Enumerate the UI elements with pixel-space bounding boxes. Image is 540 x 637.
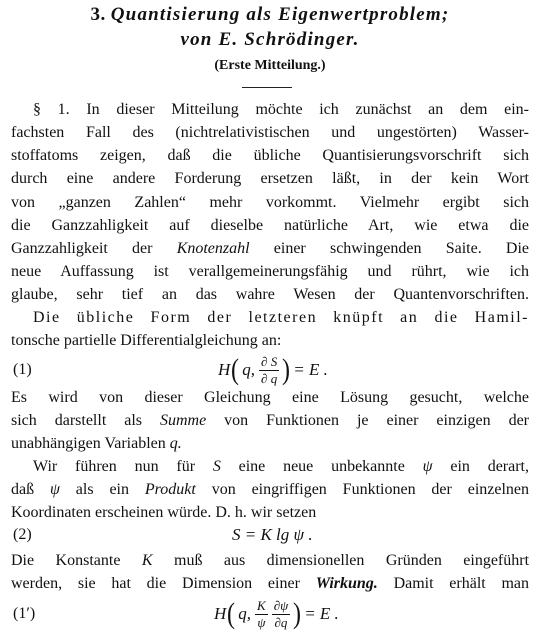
text-line bbox=[11, 410, 529, 432]
emphasis-text: Wirkung. bbox=[315, 575, 378, 592]
title-author: von E. Schrödinger. bbox=[180, 29, 360, 50]
text-line: stoffatoms zeigen, daß die übliche Quantisierungsvorschrift sich bbox=[11, 147, 529, 164]
emphasis-text: Produkt bbox=[144, 481, 196, 498]
text-span: daß bbox=[11, 481, 35, 498]
eq-paren-close: ) bbox=[293, 597, 302, 630]
text-span: Ganzzahligkeit der bbox=[11, 240, 153, 257]
math-symbol: K bbox=[141, 552, 153, 569]
text-span: sich darstellt als bbox=[11, 412, 143, 429]
text-line: durch eine andere Forderung ersetzen läßt, in der kein Wort bbox=[11, 170, 529, 187]
text-span: eine neue unbekannte bbox=[238, 458, 405, 475]
eq-symbol: H bbox=[214, 604, 227, 623]
math-symbol: ψ bbox=[422, 458, 433, 475]
text-span: Damit erhält man bbox=[393, 575, 530, 592]
eq-denominator: ∂ q bbox=[261, 370, 278, 386]
equation-body bbox=[218, 352, 330, 388]
text-line bbox=[11, 479, 529, 501]
text-span: werden, sie hat die Dimension einer bbox=[11, 575, 300, 592]
text-line bbox=[11, 433, 529, 455]
equation-1 bbox=[0, 350, 540, 390]
eq-numerator: ∂ S bbox=[261, 353, 278, 369]
eq-fraction bbox=[272, 599, 291, 630]
emphasis-text: Summe bbox=[159, 412, 207, 429]
text-line: von „ganzen Zahlen“ mehr vorkommt. Vielmehr ergibt sich bbox=[11, 194, 529, 211]
paper-author bbox=[0, 29, 540, 51]
eq-text: S = K lg ψ . bbox=[232, 525, 313, 544]
eq-fraction bbox=[255, 599, 268, 630]
eq-denominator: ∂q bbox=[274, 614, 288, 630]
title-number: 3. bbox=[90, 4, 106, 25]
text-span: von eingriffigen Funktionen der einzelnen bbox=[211, 481, 530, 498]
equation-number: (1) bbox=[13, 361, 32, 378]
eq-symbol: H bbox=[218, 360, 231, 379]
title-divider bbox=[242, 87, 292, 88]
equation-body bbox=[232, 524, 313, 546]
text-line: § 1. In dieser Mitteilung möchte ich zunächst an dem ein- bbox=[33, 101, 529, 118]
math-symbol: ψ bbox=[49, 481, 60, 498]
text-line: Koordinaten erscheinen würde. D. h. wir setzen bbox=[11, 504, 317, 521]
text-line: neue Auffassung ist verallgemeinerungsfähig und rührt, wie ich bbox=[11, 263, 529, 280]
math-symbol: S bbox=[212, 458, 221, 475]
text-line: Es wird von dieser Gleichung eine Lösung gesucht, welche bbox=[11, 389, 529, 406]
math-symbol: q. bbox=[169, 435, 182, 452]
equation-number: (1′) bbox=[13, 605, 36, 622]
text-line: glaube, sehr tief an das wahre Wesen der Quantenvorschriften. bbox=[11, 286, 529, 303]
eq-symbol: q, bbox=[242, 360, 256, 379]
text-line: tonsche partielle Differentialgleichung an: bbox=[11, 332, 282, 349]
emphasis-text: Knotenzahl bbox=[176, 240, 250, 257]
text-span: als ein bbox=[75, 481, 129, 498]
text-span: unabhängigen Variablen bbox=[11, 435, 166, 452]
eq-paren-close: ) bbox=[282, 353, 291, 386]
eq-fraction bbox=[259, 355, 279, 386]
equation-number: (2) bbox=[13, 526, 32, 543]
text-line: fachsten Fall des (nichtrelativistischen und ungestörten) Wasser- bbox=[11, 124, 529, 141]
eq-rhs: = E . bbox=[304, 604, 339, 623]
eq-paren-open: ( bbox=[227, 597, 236, 630]
text-line bbox=[33, 456, 529, 478]
text-line: die Ganzzahligkeit auf dieselbe natürliche Art, wie etwa die bbox=[11, 217, 529, 234]
text-line: Die übliche Form der letzteren knüpft an die Hamil- bbox=[33, 309, 529, 326]
eq-denominator: ψ bbox=[257, 614, 266, 630]
equation-2 bbox=[0, 522, 540, 548]
eq-numerator: ∂ψ bbox=[273, 597, 289, 613]
text-span: ein derart, bbox=[450, 458, 530, 475]
text-span: einer schwingenden Saite. Die bbox=[273, 240, 529, 257]
text-span: Wir führen nun für bbox=[33, 458, 196, 475]
equation-1-prime bbox=[0, 594, 540, 634]
eq-paren-open: ( bbox=[231, 353, 240, 386]
text-line bbox=[11, 573, 529, 595]
equation-body bbox=[214, 596, 341, 632]
text-span: muß aus dimensionellen Gründen eingeführt bbox=[174, 552, 530, 569]
text-span: Die Konstante bbox=[11, 552, 121, 569]
eq-rhs: = E . bbox=[293, 360, 328, 379]
text-span: von Funktionen je einer einzigen der bbox=[224, 412, 530, 429]
title-main: Quantisierung als Eigenwertproblem; bbox=[110, 4, 450, 25]
eq-numerator: K bbox=[257, 597, 266, 613]
text-line bbox=[11, 238, 529, 260]
text-line bbox=[11, 550, 529, 572]
eq-symbol: q, bbox=[238, 604, 252, 623]
paper-subtitle: (Erste Mitteilung.) bbox=[214, 58, 326, 73]
paper-title bbox=[0, 4, 540, 26]
